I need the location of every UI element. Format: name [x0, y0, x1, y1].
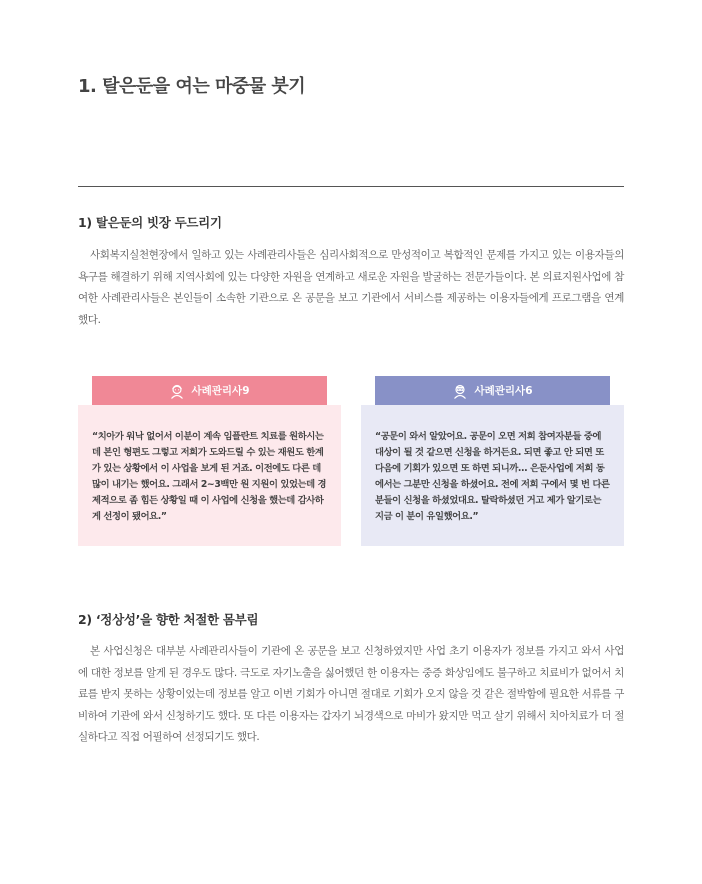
quote-card-2-text: “공문이 와서 알았어요. 공문이 오면 저희 참여자분들 중에 대상이 될 것 같으면 신청을 하거든요. 되면 좋고 안 되면 또 다음에 기회가 있으면 또 하면 되니까... 은둔사업에 저희 동에서는 그분만 신청을 하셨어요. 전에 저희 구에서 몇 번 다른 분들이 신청을 하셨었대요. 탈락하셨던 거고 제가 알기로는 지금 이 분이 유일했어요.”	[375, 431, 610, 522]
quote-card-1-tab	[92, 376, 327, 405]
section2-heading: 2) ‘정상성’을 향한 처절한 몸부림	[78, 612, 259, 627]
page-title: 1. 탈은둔을 여는 마중물 붓기	[78, 76, 306, 97]
title-divider	[78, 186, 624, 187]
section2-paragraph: 본 사업신청은 대부분 사례관리사들이 기관에 온 공문을 보고 신청하였지만 사업 초기 이용자가 정보를 가지고 와서 사업에 대한 정보를 알게 된 경우도 많다. 극도로 자기노출을 싫어했던 한 이용자는 중증 화상임에도 불구하고 치료비가 없어서 치료를 받지 못하는 상황이었는데 정보를 알고 이번 기회가 아니면 절대로 기회가 오지 않을 것 같은 절박함에 필요한 서류를 구비하여 기관에 와서 신청하기도 했다. 또 다른 이용자는 갑자기 뇌경색으로 마비가 왔지만 먹고 살기 위해서 치아치료가 더 절실하다고 직접 어필하여 선정되기도 했다.	[78, 645, 624, 743]
section1-heading: 1) 탈은둔의 빗장 두드리기	[78, 215, 222, 230]
quote-card-1-body	[78, 405, 341, 546]
section1-paragraph: 사회복지실천현장에서 일하고 있는 사례관리사들은 심리사회적으로 만성적이고 복합적인 문제를 가지고 있는 이용자들의 욕구를 해결하기 위해 지역사회에 있는 다양한 자원을 연계하고 새로운 자원을 발굴하는 전문가들이다. 본 의료지원사업에 참여한 사례관리사들은 본인들이 소속한 기관으로 온 공문을 보고 기관에서 서비스를 제공하는 이용자들에게 프로그램을 연계했다.	[78, 249, 624, 326]
quote-card-2-body	[361, 405, 624, 546]
case-manager-female-icon	[169, 383, 185, 399]
quote-card-1-speaker: 사례관리사9	[191, 385, 250, 397]
quote-card-2-tab	[375, 376, 610, 405]
quote-card-1-text: “치아가 워낙 없어서 이분이 계속 임플란트 치료를 원하시는데 본인 형편도 그렇고 저희가 도와드릴 수 있는 재원도 한계가 있는 상황에서 이 사업을 보게 된 거죠. 이전에도 다른 데 많이 내기는 했어요. 그래서 2~3백만 원 지원이 있었는데 경제적으로 좀 힘든 상황일 때 이 사업에 신청을 했는데 감사하게 선정이 됐어요.”	[92, 431, 327, 522]
quote-card-2-speaker: 사례관리사6	[474, 385, 533, 397]
case-manager-male-icon	[452, 383, 468, 399]
